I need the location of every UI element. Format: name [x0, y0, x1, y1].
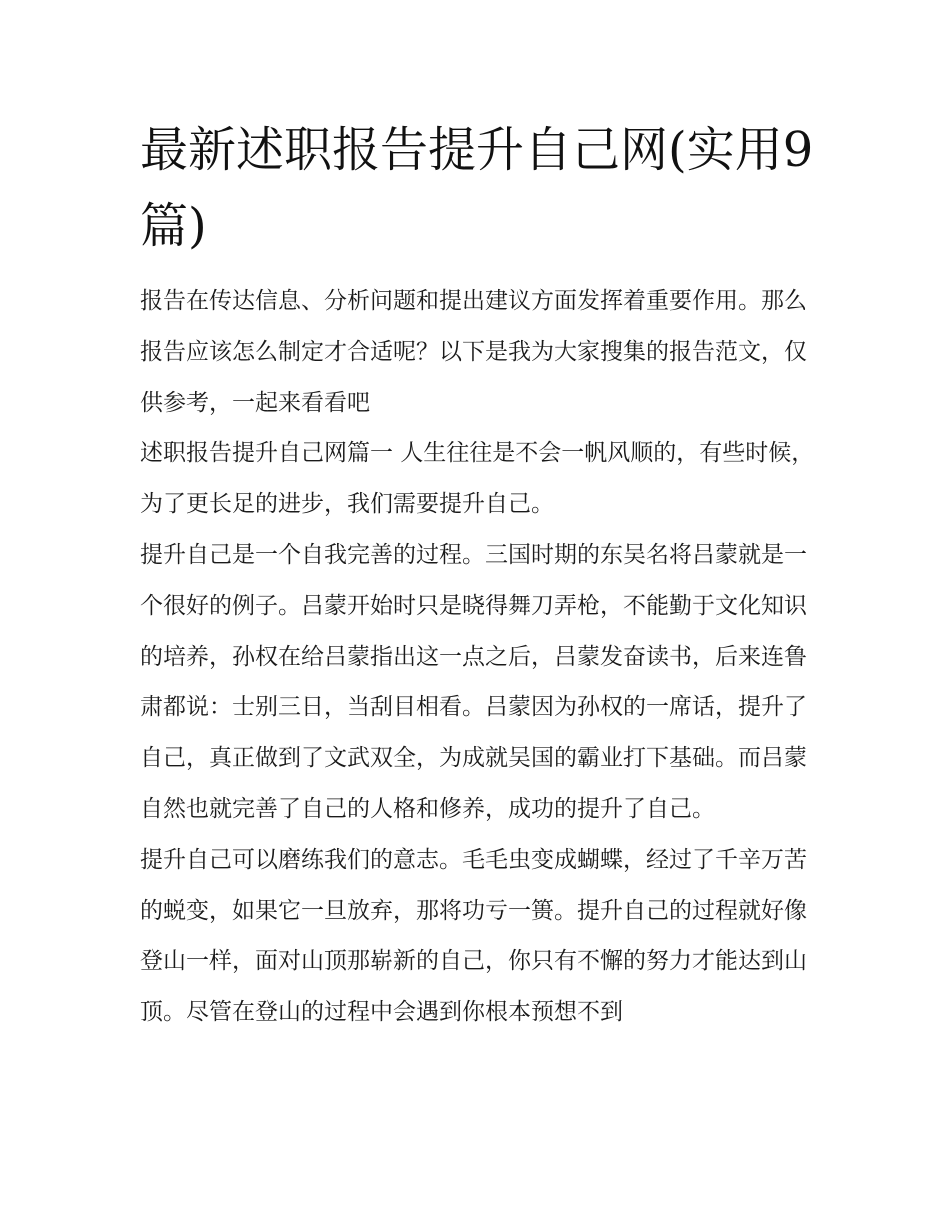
paragraph-section-one-opening: 述职报告提升自己网篇一 人生往往是不会一帆风顺的，有些时候，为了更长足的进步，我们需要提升自己。: [140, 440, 815, 518]
document-title: 最新述职报告提升自己网(实用9篇): [140, 122, 814, 254]
document-body: [140, 276, 816, 1038]
paragraph-intro: 报告在传达信息、分析问题和提出建议方面发挥着重要作用。那么报告应该怎么制定才合适呢？以下是我为大家搜集的报告范文，仅供参考，一起来看看吧: [140, 288, 807, 416]
paragraph-willpower: 提升自己可以磨练我们的意志。毛毛虫变成蝴蝶，经过了千辛万苦的蜕变，如果它一旦放弃，那将功亏一篑。提升自己的过程就好像登山一样，面对山顶那崭新的自己，你只有不懈的努力才能达到山顶。尽管在登山的过程中会遇到你根本预想不到: [140, 846, 807, 1026]
paragraph-lu-meng-example: 提升自己是一个自我完善的过程。三国时期的东吴名将吕蒙就是一个很好的例子。吕蒙开始时只是晓得舞刀弄枪，不能勤于文化知识的培养，孙权在给吕蒙指出这一点之后，吕蒙发奋读书，后来连鲁肃都说：士别三日，当刮目相看。吕蒙因为孙权的一席话，提升了自己，真正做到了文武双全，为成就吴国的霸业打下基础。而吕蒙自然也就完善了自己的人格和修养，成功的提升了自己。: [140, 541, 807, 822]
